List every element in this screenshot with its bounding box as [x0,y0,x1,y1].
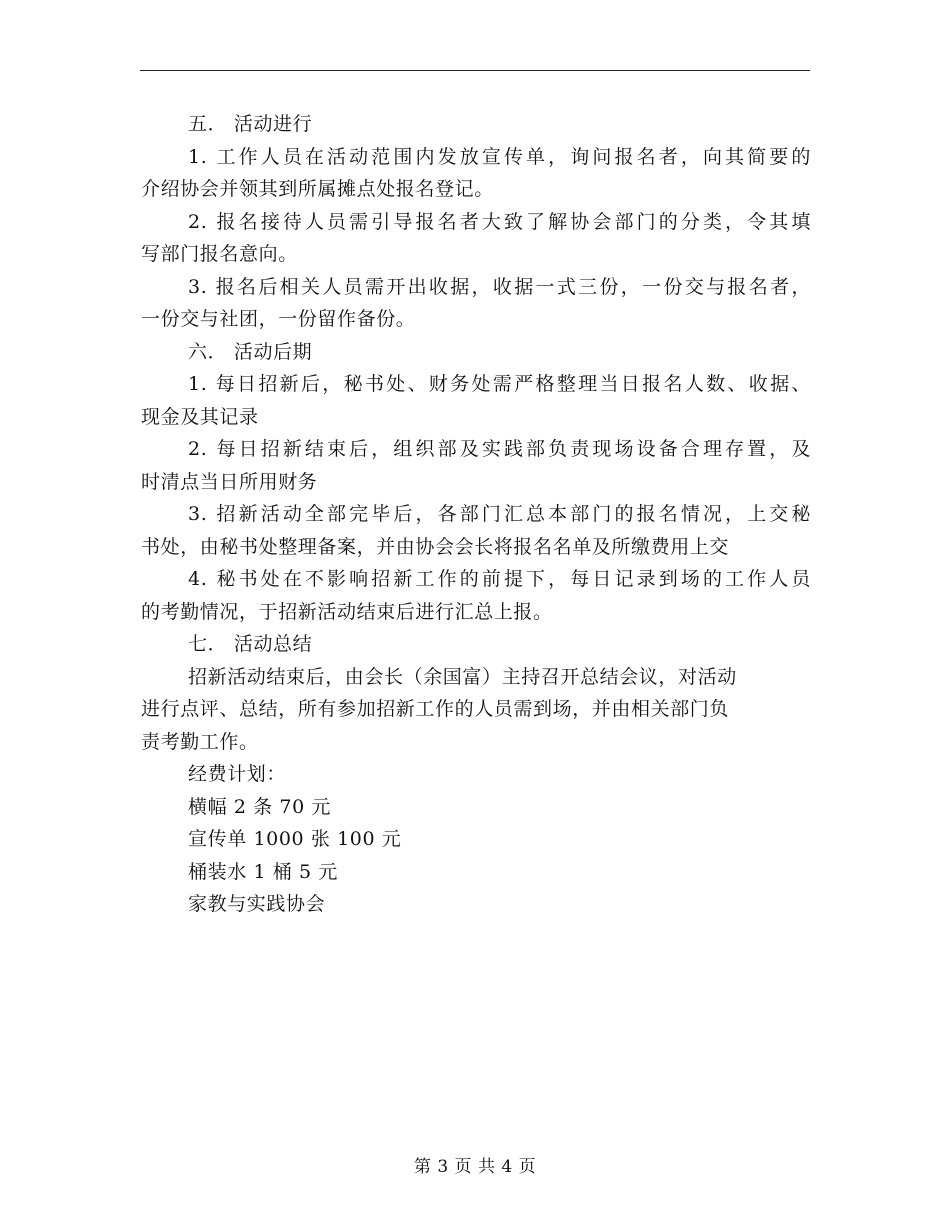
paragraph-line: 1. 工作人员在活动范围内发放宣传单，询问报名者，向其简要的 [188,145,811,168]
paragraph-line: 介绍协会并领其到所属摊点处报名登记。 [141,178,494,200]
paragraph-line: 时清点当日所用财务 [141,470,318,493]
paragraph-line: 书处，由秘书处整理备案，并由协会会长将报名名单及所缴费用上交 [141,535,730,558]
paragraph-line: 现金及其记录 [141,405,259,428]
paragraph-line: 进行点评、总结，所有参加招新工作的人员需到场，并由相关部门负 [141,698,730,720]
paragraph-line: 3. 招新活动全部完毕后，各部门汇总本部门的报名情况，上交秘 [188,503,811,525]
paragraph-line: 3. 报名后相关人员需开出收据，收据一式三份，一份交与报名者， [188,275,811,298]
section-heading-6: 六． 活动后期 [188,340,313,363]
section-heading-5: 五． 活动进行 [188,113,313,135]
budget-item-banner: 横幅 2 条 70 元 [188,795,332,818]
paragraph-line: 招新活动结束后，由会长（余国富）主持召开总结会议，对活动 [188,665,737,688]
paragraph-line: 4. 秘书处在不影响招新工作的前提下，每日记录到场的工作人员 [188,568,811,590]
budget-item-flyers: 宣传单 1000 张 100 元 [188,828,402,850]
organization-signature: 家教与实践协会 [188,893,326,915]
paragraph-line: 责考勤工作。 [141,730,259,753]
header-rule [140,70,810,71]
document-body [141,108,811,921]
budget-heading: 经费计划： [188,763,287,785]
paragraph-line: 的考勤情况，于招新活动结束后进行汇总上报。 [141,600,553,623]
paragraph-line: 2. 报名接待人员需引导报名者大致了解协会部门的分类，令其填 [188,210,811,233]
paragraph-line: 1. 每日招新后，秘书处、财务处需严格整理当日报名人数、收据、 [188,373,811,395]
paragraph-line: 一份交与社团，一份留作备份。 [141,308,416,330]
paragraph-line: 写部门报名意向。 [141,243,298,265]
page-footer: 第 3 页 共 4 页 [413,1157,537,1177]
budget-item-water: 桶装水 1 桶 5 元 [188,860,338,883]
paragraph-line: 2. 每日招新结束后，组织部及实践部负责现场设备合理存置，及 [188,438,811,460]
section-heading-7: 七． 活动总结 [188,633,313,655]
